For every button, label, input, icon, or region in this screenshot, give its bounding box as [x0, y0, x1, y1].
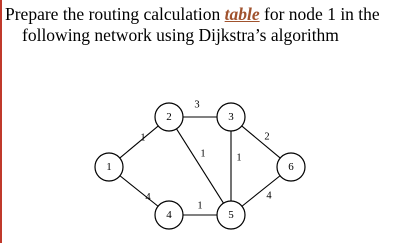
node-6 [277, 153, 305, 181]
edge-1-2 [120, 126, 158, 158]
edge-weight-3-5: 1 [236, 152, 242, 164]
node-label-2: 2 [166, 111, 172, 123]
node-label-5: 5 [228, 209, 234, 221]
node-label-1: 1 [106, 161, 112, 173]
node-1 [95, 153, 123, 181]
question-line-2: following network using Dijkstra’s algorithm [22, 25, 339, 45]
node-label-4: 4 [166, 209, 172, 221]
edge-weight-3-6: 2 [264, 131, 270, 143]
node-5 [217, 201, 245, 229]
edge-weight-5-6: 4 [266, 190, 272, 202]
node-label-6: 6 [288, 161, 294, 173]
question-text-part2: for node 1 in the [259, 4, 380, 24]
edge-3-6 [242, 126, 280, 158]
node-label-3: 3 [228, 111, 234, 123]
edge-5-6 [242, 176, 280, 207]
node-4 [155, 201, 183, 229]
edge-weight-1-4: 4 [145, 191, 151, 203]
question-text-part1: Prepare the routing calculation [5, 4, 225, 24]
edge-1-4 [120, 176, 158, 207]
edge-weight-1-2: 1 [140, 132, 146, 144]
edge-weight-2-3: 3 [194, 99, 200, 111]
edge-2-5 [176, 129, 223, 203]
node-2 [155, 103, 183, 131]
edge-weight-4-5: 1 [197, 200, 203, 212]
node-3 [217, 103, 245, 131]
table-emphasis: table [224, 4, 260, 24]
edge-weight-2-5: 1 [200, 148, 206, 160]
